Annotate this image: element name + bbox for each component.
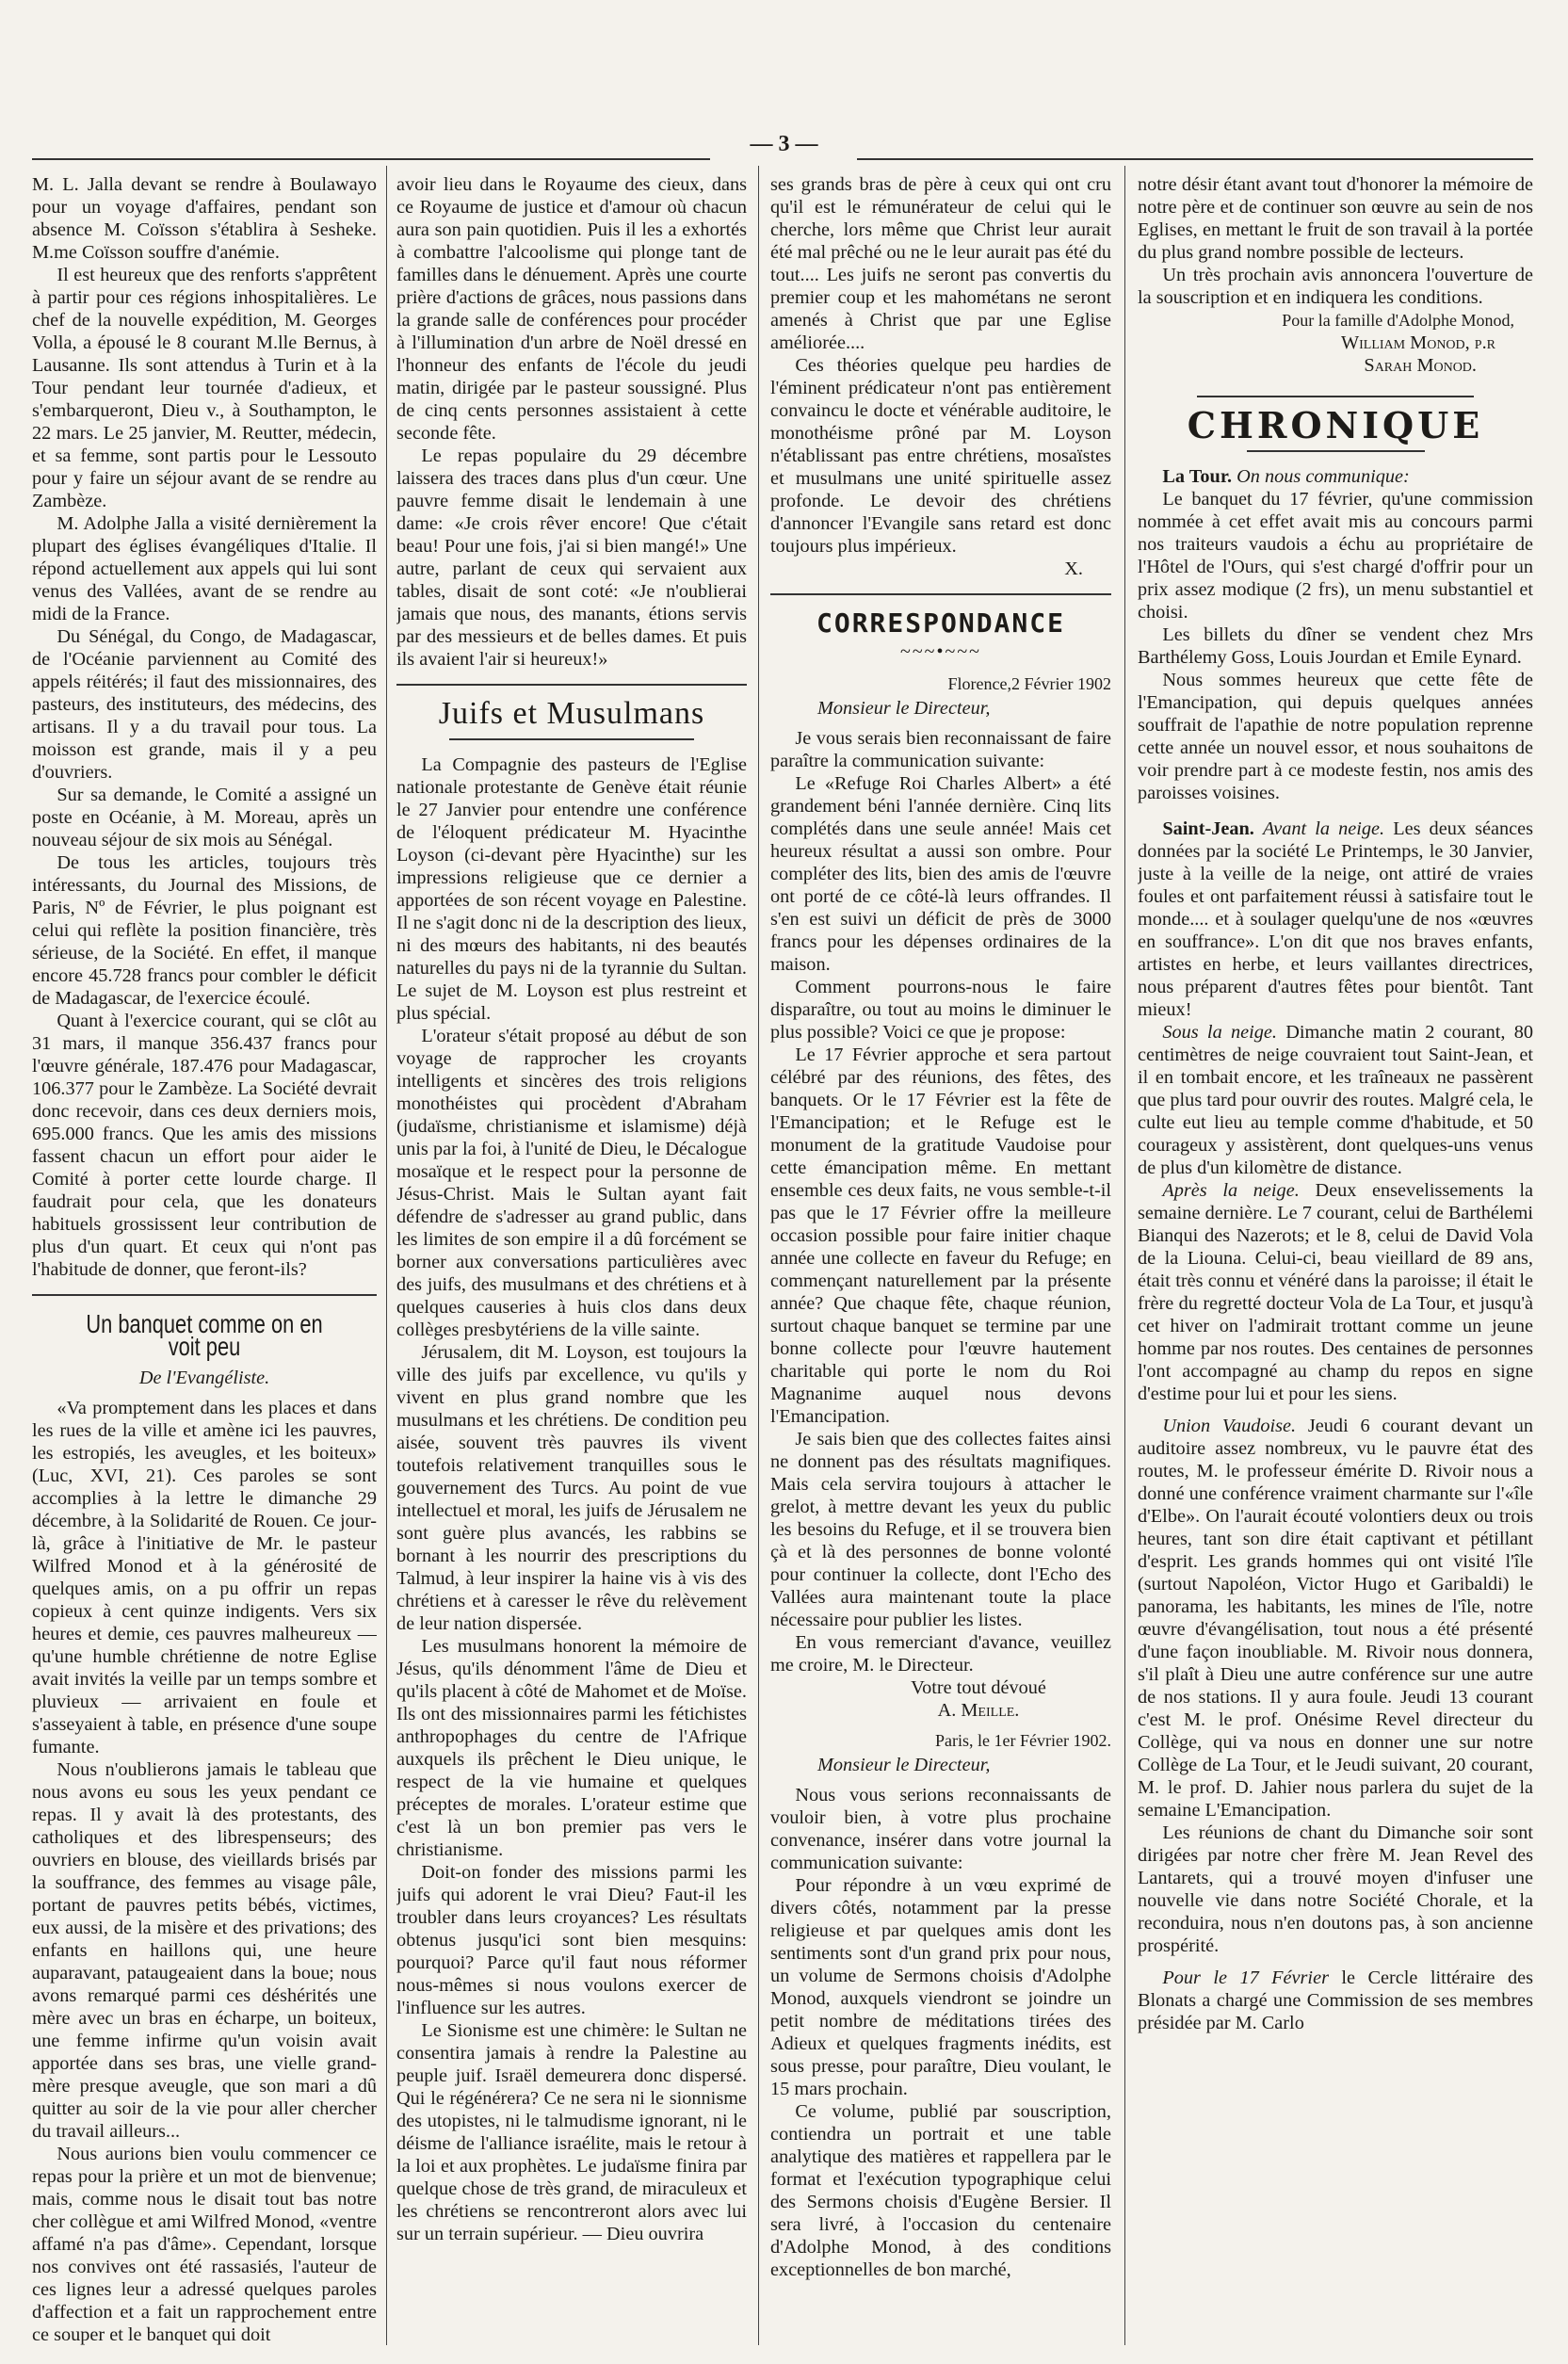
page-number: — 3 — [750,132,818,156]
banquet-title: Un banquet comme on en voit peu [86,1309,323,1361]
column-4 [1138,173,1533,2345]
letter-dateline: Paris, le 1er Février 1902. [935,1731,1111,1750]
family-line: Pour la famille d'Adolphe Monod, [1282,311,1514,330]
paragraph: Nous sommes heureux que cette fête de l'Emancipation, qui depuis quelques années souffrait de l'apathie de notre population reprenne cette année un nouvel essor, et nous souhaitons de voir prendre part à ce modeste festin, nos amis des paroisses voisines. [1138,670,1533,803]
paragraph: Il est heureux que des renforts s'apprêtent à partir pour ces régions inhospitalières. Le chef de la nouvelle expédition, M. Georges Volla, a épousé le 8 courant M.lle Bernus, à Lausanne. Ils sont attendus à Turin et à la Tour pendant leur tournée d'adieux, et s'embarqueront, Dieu v., à Southampton, le 22 mars. Le 25 janvier, M. Reutter, médecin, et sa femme, sont partis pour le Lessouto pour y faire un séjour avant de se rendre au Zambèze. [32,265,377,511]
letter-salutation: Monsieur le Directeur, [817,1755,991,1775]
place-heading: Saint-Jean. [1162,818,1254,839]
paragraph: «Va promptement dans les places et dans les rues de la ville et amène ici les pauvres, les estropiés, les aveugles, et les boiteux» (Luc, XVI, 21). Ces paroles se sont accomplies à la lettre le dimanche 29 décembre, à la Solidarité de Rouen. Ce jour-là, grâce à l'initiative de Mr. le pasteur Wilfred Monod et à la générosité de quelques amis, on a pu offrir un repas copieux à cent quinze indigents. Vers six heures et demie, ces pauvres malheureux — qu'une humble chrétienne de notre Eglise avait invités la veille par un temps sombre et pluvieux — arrivaient en foule et s'asseyaient à table, en présence d'une soupe fumante. [32,1398,377,1757]
chronicle-la-tour: La Tour. On nous communique: [1162,466,1410,487]
paragraph: Je vous serais bien reconnaissant de faire paraître la communication suivante: [770,728,1111,771]
paragraph: Nous aurions bien voulu commencer ce repas pour la prière et un mot de bienvenue; mais, comme nous le disait tout bas notre cher collègue et ami Wilfred Monod, «ventre affamé n'a pas d'âme». Cependant, lorsque nos convives ont été rassasiés, l'auteur de ces lignes leur a adressé quelques paroles d'affection et a fait un rapprochement entre ce souper et le banquet qui doit [32,2144,377,2345]
paragraph: Pour le 17 Février le Cercle littéraire des Blonats a chargé une Commission de ses membres présidée par M. Carlo [1138,1967,1533,2033]
paragraph: Le repas populaire du 29 décembre laissera des traces dans plus d'un cœur. Une pauvre femme disait le lendemain à une dame: «Je crois rêver encore! Que c'était beau! Pour une fois, j'ai si bien mangé!» Une autre, parlant de ceux qui servaient aux tables, disait de sont coté: «Je n'oublierai jamais que nous, des manants, étions servis par des messieurs et de belles dames. Et puis ils avaient l'air si heureux!» [396,445,747,670]
paragraph: M. L. Jalla devant se rendre à Boulawayo pour un voyage d'affaires, pendant son absence M. Coïsson s'établira à Sesheke. M.me Coïsson souffre d'anémie. [32,174,377,263]
section-divider [396,684,747,686]
paragraph: Ces théories quelque peu hardies de l'éminent prédicateur n'ont pas entièrement convaincu le docte et vénérable auditoire, le monothéisme prôné par M. Loyson n'établissant pas entre chrétiens, mosaïstes et musulmans une unité spirituelle assez profonde. Le devoir des chrétiens d'annoncer l'Evangile sans retard est donc toujours plus impérieux. [770,355,1111,557]
title-underline [449,738,694,740]
paragraph: Doit-on fonder des missions parmi les juifs qui adorent le vrai Dieu? Faut-il les troubler dans leurs croyances? Les résultats obtenus jusqu'ici sont bien mesquins: pourquoi? Parce qu'il faut nous réformer nous-mêmes si nous voulons exercer de l'influence sur les autres. [396,1862,747,2018]
paragraph: Ce volume, publié par souscription, contiendra un portrait et une table analytique des matières et rappellera par le format et l'exécution typographique celui des Sermons choisis d'Eugène Bersier. Il sera livré, à l'occasion du centenaire d'Adolphe Monod, à des conditions exceptionnelles de bon marché, [770,2101,1111,2280]
column-1 [32,173,377,2345]
paragraph: Les billets du dîner se vendent chez Mrs Barthélemy Goss, Louis Jourdan et Emile Eynard. [1138,624,1533,668]
paragraph: Les musulmans honorent la mémoire de Jésus, qu'ils dénomment l'âme de Dieu et qu'ils placent à côté de Mahomet et de Moïse. Ils ont des missionnaires parmi les fétichistes anthropophages du centre de l'Afrique auxquels ils prêchent le Dieu unique, le respect de la vie humaine et quelques préceptes de morales. L'orateur estime que c'est là un bon premier pas vers le christianisme. [396,1636,747,1860]
banquet-source: De l'Evangéliste. [138,1368,270,1388]
signature: William Monod, p.r [1340,332,1495,353]
column-3 [770,173,1111,2345]
paragraph: notre désir étant avant tout d'honorer la mémoire de notre père et de continuer son œuvre au sein de nos Eglises, en mettant le fruit de son travail à la portée du plus grand nombre possible de lecteurs. [1138,174,1533,263]
paragraph: Je sais bien que des collectes faites ainsi ne donnent pas des résultats magnifiques. Mais cela servira toujours à attacher le grelot, à mettre devant les yeux du public les besoins du Refuge, et il se trouvera bien çà et là des personnes de bonne volonté pour continuer la collecte, dont l'Echo des Vallées aura maintenant toute la place nécessaire pour publier les listes. [770,1429,1111,1630]
paragraph: Quant à l'exercice courant, qui se clôt au 31 mars, il manque 356.437 francs pour l'œuvre générale, 187.476 pour Madagascar, 106.377 pour le Zambèze. La Société devrait donc recevoir, dans ces deux derniers mois, 695.000 francs. Que les amis des missions fassent chacun un effort pour aider le Comité à porter cette lourde charge. Il faudrait pour cela, que les donateurs habituels grossissent leur contribution de plus d'un quart. Et ceux qui n'ont pas l'habitude de donner, que feront-ils? [32,1011,377,1280]
paragraph: Nous vous serions reconnaissants de vouloir bien, à votre plus prochaine convenance, insérer dans votre journal la communication suivante: [770,1785,1111,1873]
paragraph: Pour répondre à un vœu exprimé de divers côtés, notamment par la presse religieuse et par quelques amis dont les sentiments sont d'un grand prix pour nous, un volume de Sermons choisis d'Adolphe Monod, auxquels viendront se joindre un petit nombre de méditations tirées des Adieux et quelques fragments inédits, est sous presse, pour paraître, Dieu voulant, le 15 mars prochain. [770,1875,1111,2099]
paragraph: Le 17 Février approche et sera partout célébré par des réunions, des fêtes, des banquets. Or le 17 Février est la fête de l'Emancipation; et le Refuge est le monument de la gratitude Vaudoise pour cette émancipation même. En mettant ensemble ces deux faits, ne vous semble-t-il pas que le 17 Février offre la meilleure occasion possible pour faire initier chaque année une collecte en faveur du Refuge; en commençant naturellement par la présente année? Que chaque fête, chaque réunion, surtout chaque banquet se termine par une bonne collecte pour l'œuvre hautement charitable qui porte le nom du Roi Magnanime auquel nous devons l'Emancipation. [770,1044,1111,1427]
section-divider [32,1294,377,1296]
paragraph: M. Adolphe Jalla a visité dernièrement la plupart des églises évangéliques d'Italie. Il répond actuellement aux appels qui lui sont venus des Vallées, avant de se rendre au midi de la France. [32,513,377,624]
section-divider [770,593,1111,595]
ornament-divider: ~~~•~~~ [900,641,981,662]
letter-salutation: Monsieur le Directeur, [817,698,991,719]
signature: Sarah Monod. [1364,355,1477,376]
letter-dateline: Florence,2 Février 1902 [947,674,1111,693]
column-rule-3 [1124,166,1125,2345]
column-rule-1 [386,166,387,2345]
letter-closing: Votre tout dévoué [911,1677,1046,1698]
paragraph: Union Vaudoise. Jeudi 6 courant devant un auditoire assez nombreux, vu le pauvre état des routes, M. le professeur émérite D. Rivoir nous a donné une conférence vraiment charmante sur l'«île d'Elbe». On l'aurait écouté volontiers deux ou trois heures, tant son dire était captivant et pétillant d'esprit. Les grands hommes qui ont visité l'île (surtout Napoléon, Victor Hugo et Garibaldi) le panorama, les habitants, les mines de l'île, notre œuvre d'évangélisation, tout nous a été présenté d'une façon inoubliable. M. Rivoir nous donnera, s'il plaît à Dieu une autre conférence sur une autre de nos stations. Il y aura foule. Jeudi 13 courant c'est M. le prof. Onésime Revel directeur du Collège, qui va nous en donner une sur notre Collège de La Tour, et le Jeudi suivant, 20 courant, M. le prof. D. Jahier nous parlera du sujet de la semaine L'Emancipation. [1138,1416,1533,1821]
paragraph: avoir lieu dans le Royaume des cieux, dans ce Royaume de justice et d'amour où chacun aura son pain quotidien. Puis il les a exhortés à combattre l'alcoolisme qui plonge tant de familles dans le dénuement. Après une courte prière d'actions de grâces, nous passions dans la grande salle de conférences pour procéder à l'illumination d'un arbre de Noël dressé en l'honneur des enfants de l'école du jeudi matin, dirigée par le pasteur soussigné. Plus de cinq cents personnes assistaient à cette seconde fête. [396,174,747,444]
paragraph: La Compagnie des pasteurs de l'Eglise nationale protestante de Genève était réunie le 27 Janvier pour entendre une conférence de l'éloquent prédicateur M. Hyacinthe Loyson (ci-devant père Hyacinthe) sur les impressions religieuse que ce dernier a apportées de son récent voyage en Palestine. Il ne s'agit donc ni de la description des lieux, ni des mœurs des habitants, ni des beautés naturelles du pays ni de la tyrannie du Sultan. Le sujet de M. Loyson est plus restreint et plus spécial. [396,754,747,1024]
paragraph: ses grands bras de père à ceux qui ont cru qu'il est le rémunérateur de celui qui le cherche, lors même que Christ leur aurait été mal prêché ou ne le leur aurait pas été du tout.... Les juifs ne seront pas convertis du premier coup et les mahométans ne seront amenés à Christ que par une Eglise améliorée.... [770,174,1111,353]
paragraph: De tous les articles, toujours très intéressants, du Journal des Missions, de Paris, Nº de Février, le plus poignant est celui qui reflète la position financière, très sérieuse, de la Société. En effet, il manque encore 45.728 francs pour combler le déficit de Madagascar, de l'exercice écoulé. [32,852,377,1009]
title-underline [1247,450,1425,452]
paragraph: Après la neige. Deux ensevelissements la semaine dernière. Le 7 courant, celui de Barthélemi Bianqui des Nazerots; et le 8, celui de David Vola de la Liouna. Celui-ci, beau vieillard de 89 ans, était très connu et vénéré dans la paroisse; il était le frère du regretté docteur Vola de La Tour, et jusqu'à cet hiver on l'admirait trottant comme un jeune homme par nos routes. Des centaines de personnes l'ont accompagné au champ du repos en signe d'estime pour lui et pour les siens. [1138,1180,1533,1404]
paragraph: Un très prochain avis annoncera l'ouverture de la souscription et en indiquera les conditions. [1138,265,1533,308]
column-rule-2 [758,166,759,2345]
paragraph: Les réunions de chant du Dimanche soir sont dirigées par notre cher frère M. Jean Revel des Lantarets, qui a trouvé moyen d'infuser une nouvelle vie dans notre Société Chorale, et la reconduira, nous n'en doutons pas, à son ancienne prospérité. [1138,1822,1533,1956]
paragraph: Le Sionisme est une chimère: le Sultan ne consentira jamais à rendre la Palestine au peuple juif. Israël demeurera donc dispersé. Qui le régénérera? Ce ne sera ni le sionnisme des utopistes, ni le talmudisme ignorant, ni le déisme de l'alliance israélite, mais le retour à la loi et aux prophètes. Le judaïsme finira par quelque chose de très grand, de miraculeux et les chrétiens se rencontreront alors avec lui sur un terrain supérieur. — Dieu ouvrira [396,2020,747,2244]
paragraph: Du Sénégal, du Congo, de Madagascar, de l'Océanie parviennent au Comité des appels réitérés; il faut des missionnaires, des pasteurs, des instituteurs, des médecins, des artisans. Il y a du travail pour tous. La moisson est grande, mais il y a peu d'ouvriers. [32,626,377,783]
paragraph: Nous n'oublierons jamais le tableau que nous avons eu sous les yeux pendant ce repas. Il y avait là des protestants, des catholiques et des librespenseurs; des ouvriers en blouse, des vieillards brisés par la souffrance, des femmes au visage pâle, portant de pauvres petits bébés, victimes, eux aussi, de la misère et des privations; des enfants en haillons qui, une heure auparavant, pataugeaient dans la boue; nous avons remarqué parmi ces déshérités une mère avec un bras en écharpe, un boiteux, une femme infirme qu'un voisin avait apportée dans ses bras, une vielle grand-mère presque aveugle, que son mari a dû quitter au soir de la vie pour aller chercher du travail ailleurs... [32,1759,377,2142]
juifs-title: Juifs et Musulmans [438,696,705,731]
paragraph: Jérusalem, dit M. Loyson, est toujours la ville des juifs par excellence, vu qu'ils y vivent en plus grand nombre que les musulmans et les chrétiens. De condition peu aisée, souvent très pauvres ils vivent toutefois relativement tranquilles sous le gouvernement des Turcs. Au point de vue intellectuel et moral, les juifs de Jérusalem ne sont guère plus avancés, les rabbins se bornant à les nourrir des prescriptions du Talmud, à leur inspirer la haine vis à vis des chrétiens et à caresser le rêve du relèvement de leur nation dispersée. [396,1342,747,1634]
correspondance-title: CORRESPONDANCE [816,607,1065,639]
place-heading: La Tour. [1162,466,1233,487]
paragraph: Sur sa demande, le Comité a assigné un poste en Océanie, à M. Moreau, après un nouveau séjour de six mois au Sénégal. [32,785,377,850]
paragraph: Le «Refuge Roi Charles Albert» a été grandement béni l'année dernière. Cinq lits complétés dans une seule année! Mais cet heureux résultat a aussi son ombre. Pour compléter des lits, bien des amis de l'œuvre ont porté de ce côté-là leurs offrandes. Il s'en est suivi un déficit de près de 3000 francs pour les dépenses ordinaires de la maison. [770,773,1111,975]
section-divider [1197,396,1474,397]
column-2 [396,173,747,2345]
top-rule-right [857,158,1533,160]
paragraph: Comment pourrons-nous le faire disparaître, ou tout au moins le diminuer le plus possible? Voici ce que je propose: [770,977,1111,1043]
paragraph: Sous la neige. Dimanche matin 2 courant, 80 centimètres de neige couvraient tout Saint-Jean, et il en tombait encore, et les traîneaux ne passèrent que plus tard pour ouvrir des routes. Malgré cela, le culte eut lieu au temple comme d'habitude, et 50 courageux y assistèrent, dont quelques-uns venus de plus d'un kilomètre de distance. [1138,1022,1533,1178]
article-signature: X. [1064,559,1083,579]
top-rule-left [32,158,710,160]
paragraph: Le banquet du 17 février, qu'une commission nommée à cet effet avait mis au concours parmi nos traiteurs vaudois a échu au propriétaire de l'Hôtel de l'Ours, qui s'est chargé d'offrir pour un prix assez modique (2 frs), un menu substantiel et choisi. [1138,489,1533,623]
letter-signature: A. Meille. [937,1700,1020,1721]
paragraph: L'orateur s'était proposé au début de son voyage de rapprocher les croyants intelligents et sincères des trois religions monothéistes qui procèdent d'Abraham (judaïsme, christianisme et islamisme) déjà unis par la foi, à l'unité de Dieu, le Décalogue mosaïque et le respect pour la personne de Jésus-Christ. Mais le Sultan ayant fait défendre de s'adresser au grand public, dans les limites de son empire il a dû forcément se borner aux conversations particulières avec des juifs, des musulmans et des chrétiens et à quelques causeries à huis clos dans deux collèges presbytériens de la ville sainte. [396,1026,747,1340]
chronique-title: CHRONIQUE [1187,404,1484,446]
paragraph: En vous remerciant d'avance, veuillez me croire, M. le Directeur. [770,1632,1111,1676]
chronicle-saint-jean: Saint-Jean. Avant la neige. Les deux séances données par la société Le Printemps, le 30 Janvier, juste à la veille de la neige, ont attiré de vraies foules et ont parfaitement réussi à satisfaire tout le monde.... et à soulager quelqu'une de nos «œuvres en souffrance». L'on dit que nos braves enfants, artistes en herbe, et leurs vaillantes directrices, nous préparent d'autres fêtes pour bientôt. Tant mieux! [1138,818,1533,1020]
